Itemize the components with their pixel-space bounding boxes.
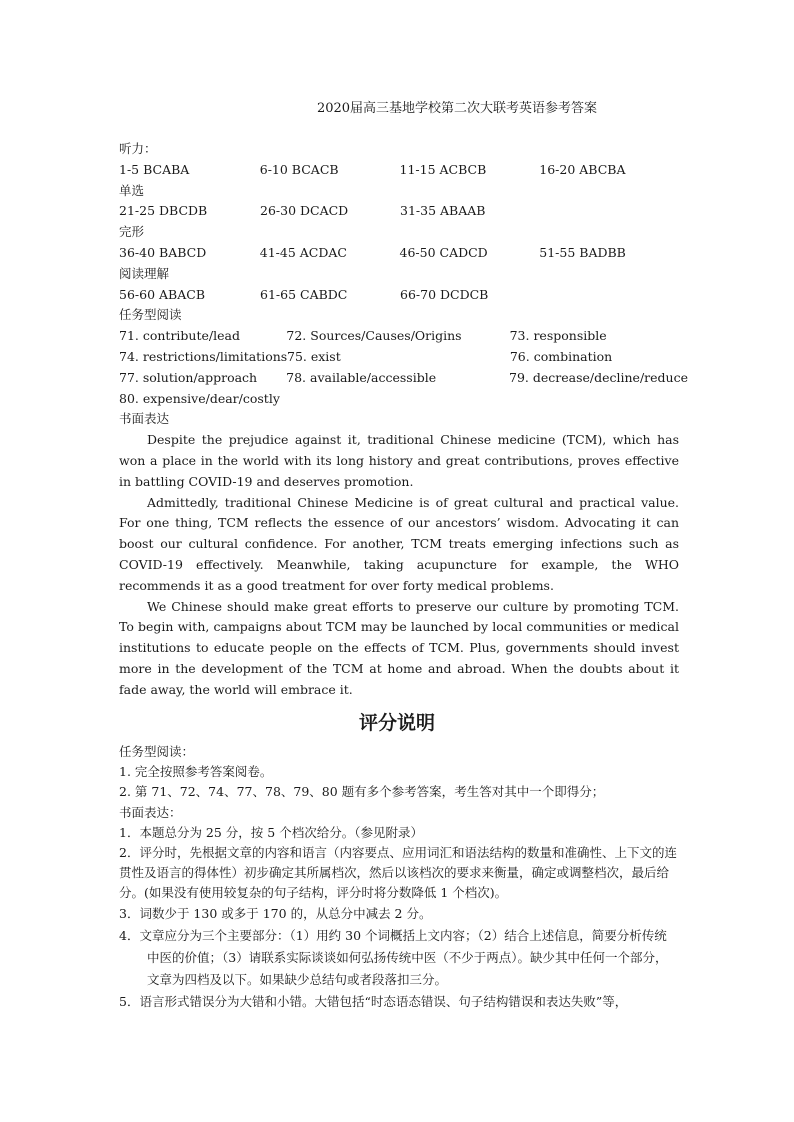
- answer-cell: 36-40 BABCD: [119, 244, 207, 260]
- task-reading-label: 任务型阅读: [119, 307, 182, 323]
- task-answer: 79. decrease/decline/reduce: [509, 369, 688, 385]
- task-answer: 80. expensive/dear/costly: [119, 390, 280, 406]
- objective-answers: [119, 139, 688, 701]
- page-title: 2020届高三基地学校第二次大联考英语参考答案: [316, 101, 598, 116]
- reading-label: 阅读理解: [119, 265, 170, 281]
- writing-paragraph: Admittedly, traditional Chinese Medicine is of great cultural and practical value. For one thing, TCM reflects the essence of our ancestors’ wisdom. Advocating it can boost our cultural confidence. For another, TCM treats emerging infections such as COVID-19 effectively. Meanwhile, taking acupuncture for example, the WHO recommends it as a good treatment for over forty medical problems.: [119, 494, 679, 593]
- listening-row: [119, 160, 679, 181]
- answer-cell: 11-15 ACBCB: [399, 161, 487, 177]
- task-answer: 77. solution/approach: [119, 369, 258, 385]
- scoring-notes: [119, 742, 677, 1012]
- cloze-label: 完形: [119, 224, 145, 240]
- scoring-task-label: 任务型阅读：: [119, 744, 195, 759]
- answer-cell: 46-50 CADCD: [399, 244, 488, 260]
- answer-cell: 26-30 DCACD: [260, 203, 349, 219]
- task-reading-row: [119, 389, 679, 410]
- answer-cell: 51-55 BADBB: [539, 244, 626, 260]
- listening-label: 听力：: [119, 141, 157, 156]
- task-answer: 74. restrictions/limitations: [119, 348, 288, 364]
- task-answer: 78. available/accessible: [286, 369, 437, 385]
- answer-cell: 16-20 ABCBA: [539, 161, 626, 177]
- scoring-writing-item: 2．评分时，先根据文章的内容和语言（内容要点、应用词汇和语法结构的数量和准确性、上下文的连贯性及语言的得体性）初步确定其所属档次，然后以该档次的要求来衡量，确定或调整档次，最后给分。(如果没有使用较复杂的句子结构，评分时将分数降低 1 个档次)。: [119, 845, 677, 901]
- task-answer: 75. exist: [287, 348, 341, 364]
- task-reading-row: [119, 326, 679, 347]
- answer-cell: 21-25 DBCDB: [119, 203, 208, 219]
- single-choice-label: 单选: [119, 182, 145, 198]
- scoring-task-item: 1. 完全按照参考答案阅卷。: [119, 764, 273, 780]
- answer-cell: 1-5 BCABA: [119, 161, 190, 177]
- task-answer: 73. responsible: [509, 328, 607, 344]
- task-reading-row: [119, 368, 688, 389]
- task-answer: 72. Sources/Causes/Origins: [286, 328, 462, 344]
- answer-cell: 31-35 ABAAB: [400, 203, 486, 219]
- answer-cell: 61-65 CABDC: [260, 286, 348, 302]
- task-answer: 76. combination: [509, 348, 613, 364]
- scoring-task-item: 2. 第 71、72、74、77、78、79、80 题有多个参考答案，考生答对其中一个即得分；: [119, 784, 605, 800]
- cloze-row: [119, 243, 679, 264]
- answer-cell: 41-45 ACDAC: [259, 244, 347, 260]
- writing-paragraph: We Chinese should make great efforts to preserve our culture by promoting TCM. To begin with, campaigns about TCM may be launched by local communities or medical institutions to educate people on the effects of TCM. Plus, governments should invest more in the development of the TCM at home and abroad. When the doubts about it fade away, the world will embrace it.: [119, 598, 679, 697]
- single-choice-row: [119, 201, 679, 222]
- writing-paragraph: Despite the prejudice against it, traditional Chinese medicine (TCM), which has won a place in the world with its long history and great contributions, proves effective in battling COVID-19 and deserves promotion.: [119, 432, 679, 489]
- answer-cell: 6-10 BCACB: [259, 161, 339, 177]
- answer-cell: 56-60 ABACB: [119, 286, 205, 302]
- scoring-writing-item: 1．本题总分为 25 分，按 5 个档次给分。（参见附录）: [119, 824, 423, 840]
- writing-label: 书面表达: [119, 411, 170, 427]
- reading-row: [119, 285, 679, 306]
- scoring-writing-label: 书面表达：: [119, 804, 182, 820]
- scoring-writing-item: 3．词数少于 130 或多于 170 的，从总分中减去 2 分。: [119, 905, 432, 921]
- scoring-heading: 评分说明: [358, 712, 435, 734]
- task-reading-row: [119, 347, 679, 368]
- task-answer: 71. contribute/lead: [119, 328, 240, 344]
- scoring-writing-item: 5．语言形式错误分为大错和小错。大错包括“时态语态错误、句子结构错误和表达失败”等，: [119, 993, 628, 1009]
- answer-cell: 66-70 DCDCB: [400, 286, 489, 302]
- scoring-writing-item: 4．文章应分为三个主要部分：（1）用约 30 个词概括上文内容；（2）结合上述信息，简要分析传统中医的价值；（3）请联系实际谈谈如何弘扬传统中医（不少于两点）。缺少其中任何一个部分，文章为四档及以下。如果缺少总结句或者段落扣三分。: [119, 927, 668, 987]
